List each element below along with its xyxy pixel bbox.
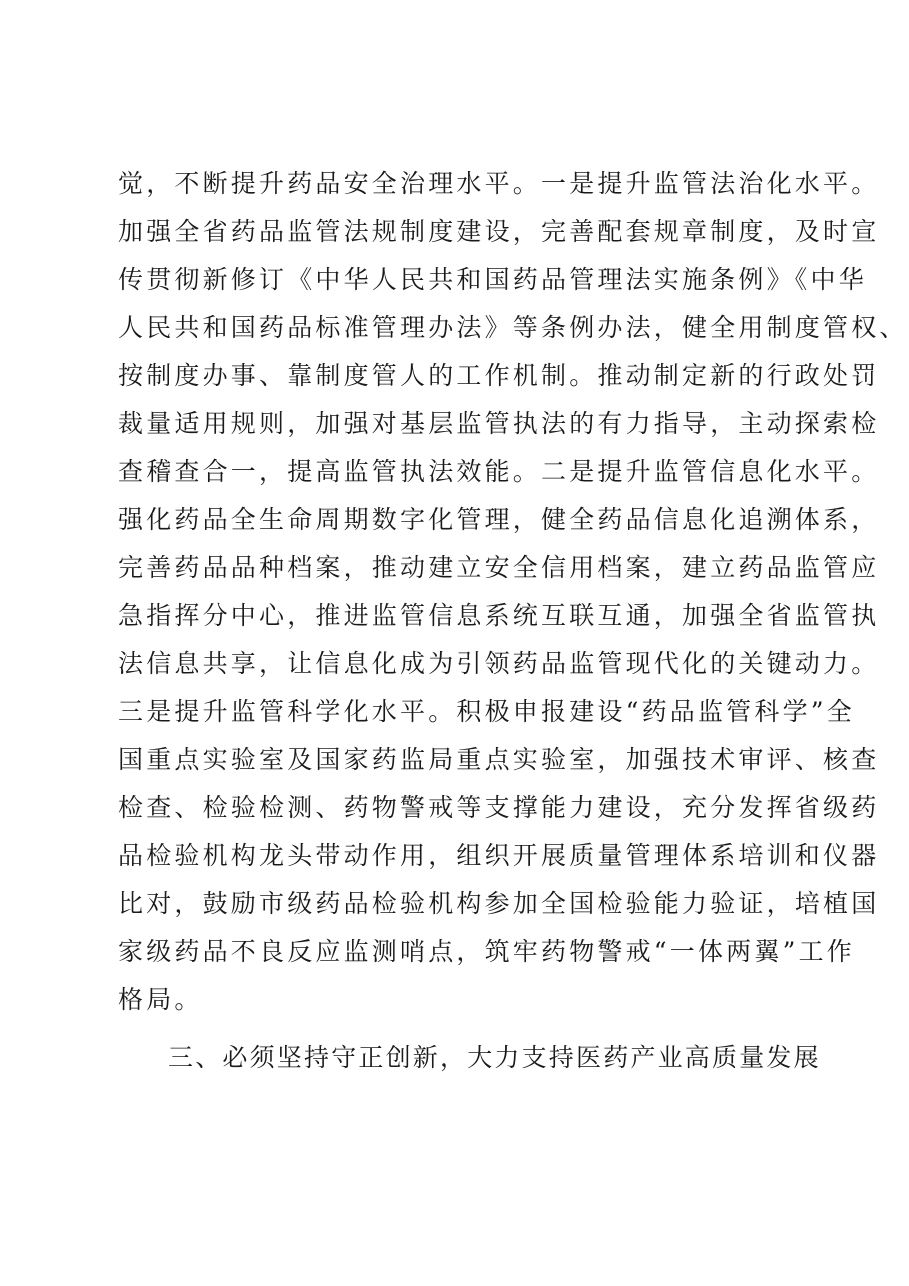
paragraph-line: 比对，鼓励市级药品检验机构参加全国检验能力验证，培植国: [118, 889, 880, 918]
paragraph-line: 急指挥分中心，推进监管信息系统互联互通，加强全省监管执: [118, 601, 880, 630]
paragraph-line: 法信息共享，让信息化成为引领药品监管现代化的关键动力。: [118, 649, 880, 678]
paragraph-line: 强化药品全生命周期数字化管理，健全药品信息化追溯体系，: [118, 505, 880, 534]
paragraph-line: 按制度办事、靠制度管人的工作机制。推动制定新的行政处罚: [118, 361, 880, 390]
paragraph-line: 查稽查合一，提高监管执法效能。二是提升监管信息化水平。: [118, 457, 880, 486]
paragraph-line: 传贯彻新修订《中华人民共和国药品管理法实施条例》《中华: [118, 265, 867, 294]
paragraph-line: 国重点实验室及国家药监局重点实验室，加强技术审评、核查: [118, 745, 880, 774]
paragraph-line: 三是提升监管科学化水平。积极申报建设“药品监管科学”全: [118, 697, 855, 726]
paragraph-line: 完善药品品种档案，推动建立安全信用档案，建立药品监管应: [118, 553, 880, 582]
paragraph-line: 检查、检验检测、药物警戒等支撑能力建设，充分发挥省级药: [118, 793, 880, 822]
paragraph-line: 家级药品不良反应监测哨点，筑牢药物警戒“一体两翼”工作: [118, 937, 855, 966]
paragraph-line: 人民共和国药品标准管理办法》等条例办法，健全用制度管权、: [118, 313, 908, 342]
paragraph-line: 裁量适用规则，加强对基层监管执法的有力指导，主动探索检: [118, 409, 880, 438]
section-heading: 三、必须坚持守正创新，大力支持医药产业高质量发展: [168, 1043, 821, 1072]
paragraph-line: 格局。: [118, 985, 203, 1014]
paragraph-line: 加强全省药品监管法规制度建设，完善配套规章制度，及时宣: [118, 217, 880, 246]
paragraph-line: 品检验机构龙头带动作用，组织开展质量管理体系培训和仪器: [118, 841, 880, 870]
paragraph-line: 觉，不断提升药品安全治理水平。一是提升监管法治化水平。: [118, 169, 880, 198]
